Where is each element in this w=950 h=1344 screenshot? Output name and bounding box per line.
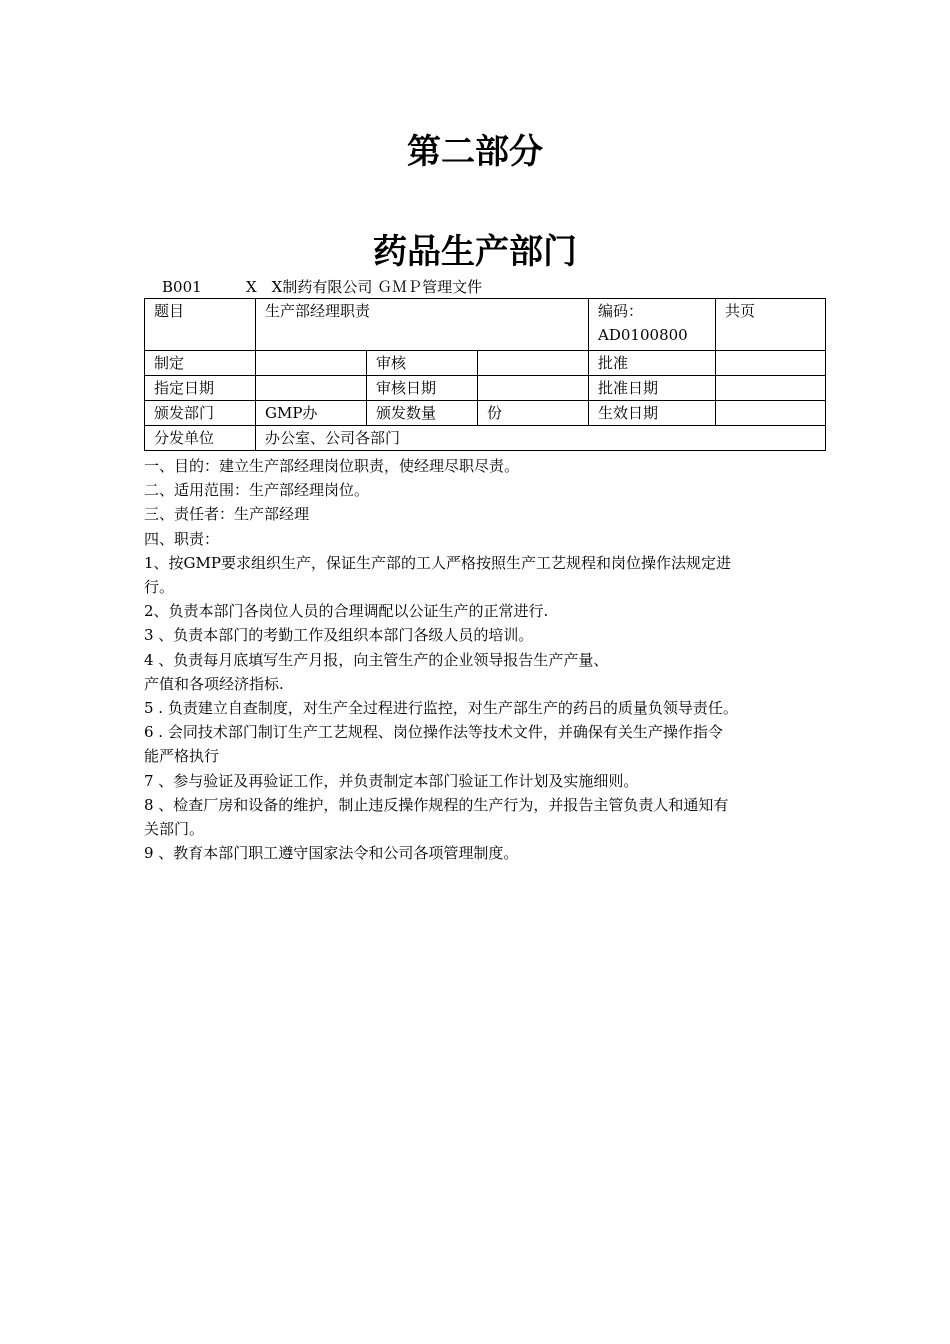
table-row	[145, 376, 826, 401]
department-title: 药品生产部门	[373, 232, 577, 272]
body-line: 行。	[144, 578, 175, 597]
body-line: 1、按GMP要求组织生产，保证生产部的工人严格按照生产工艺规程和岗位操作法规定进	[144, 553, 731, 572]
document-code: B001	[162, 278, 202, 296]
code-value: AD0100800	[598, 326, 688, 344]
subject-value: 生产部经理职责	[256, 299, 589, 351]
table-row	[145, 351, 826, 376]
part-title: 第二部分	[407, 132, 543, 172]
approve-value	[716, 351, 826, 376]
issue-dept-label: 颁发部门	[145, 401, 256, 426]
body-line: 一、目的：建立生产部经理岗位职责，使经理尽职尽责。	[144, 457, 520, 475]
subject-label: 题目	[145, 299, 256, 351]
review-date-label: 审核日期	[367, 376, 478, 401]
made-label: 制定	[145, 351, 256, 376]
issue-qty-value: 份	[478, 401, 589, 426]
body-line: 6 . 会同技术部门制订生产工艺规程、岗位操作法等技术文件，并确保有关生产操作指令	[144, 723, 723, 742]
effective-date-label: 生效日期	[589, 401, 716, 426]
approve-label: 批准	[589, 351, 716, 376]
effective-date-value	[716, 401, 826, 426]
document-info-table	[144, 298, 826, 451]
distribute-value: 办公室、公司各部门	[256, 426, 826, 451]
table-row	[145, 426, 826, 451]
approve-date-label: 批准日期	[589, 376, 716, 401]
code-cell	[589, 299, 716, 351]
body-line: 7 、参与验证及再验证工作，并负责制定本部门验证工作计划及实施细则。	[144, 771, 639, 790]
body-line: 关部门。	[144, 820, 205, 839]
pages-label: 共页	[716, 299, 826, 351]
review-date-value	[478, 376, 589, 401]
body-line: 5 . 负责建立自查制度，对生产全过程进行监控，对生产部生产的药吕的质量负领导责任。	[144, 699, 738, 718]
table-row	[145, 401, 826, 426]
company-name: X X制药有限公司 ＧＭＰ管理文件	[246, 278, 483, 296]
body-line: 2、负责本部门各岗位人员的合理调配以公证生产的正常进行.	[144, 602, 549, 621]
body-line: 4 、负责每月底填写生产月报，向主管生产的企业领导报告生产产量、	[144, 650, 609, 669]
table-row	[145, 299, 826, 351]
review-value	[478, 351, 589, 376]
body-line: 三、责任者：生产部经理	[144, 505, 310, 524]
body-line: 能严格执行	[144, 747, 220, 766]
issue-qty-label: 颁发数量	[367, 401, 478, 426]
distribute-label: 分发单位	[145, 426, 256, 451]
issue-dept-value: GMP办	[256, 401, 367, 426]
body-line: 二、适用范围：生产部经理岗位。	[144, 481, 370, 500]
made-value	[256, 351, 367, 376]
body-line: 3 、负责本部门的考勤工作及组织本部门各级人员的培训。	[144, 626, 534, 645]
body-line: 产值和各项经济指标.	[144, 674, 284, 693]
made-date-label: 指定日期	[145, 376, 256, 401]
body-line: 8 、检查厂房和设备的维护，制止违反操作规程的生产行为，并报告主管负责人和通知有	[144, 795, 729, 814]
made-date-value	[256, 376, 367, 401]
body-line: 9 、教育本部门职工遵守国家法令和公司各项管理制度。	[144, 844, 519, 863]
review-label: 审核	[367, 351, 478, 376]
document-body	[144, 454, 814, 865]
document-header	[162, 276, 482, 298]
code-label: 编码：	[598, 302, 644, 320]
approve-date-value	[716, 376, 826, 401]
body-line: 四、职责：	[144, 529, 220, 548]
